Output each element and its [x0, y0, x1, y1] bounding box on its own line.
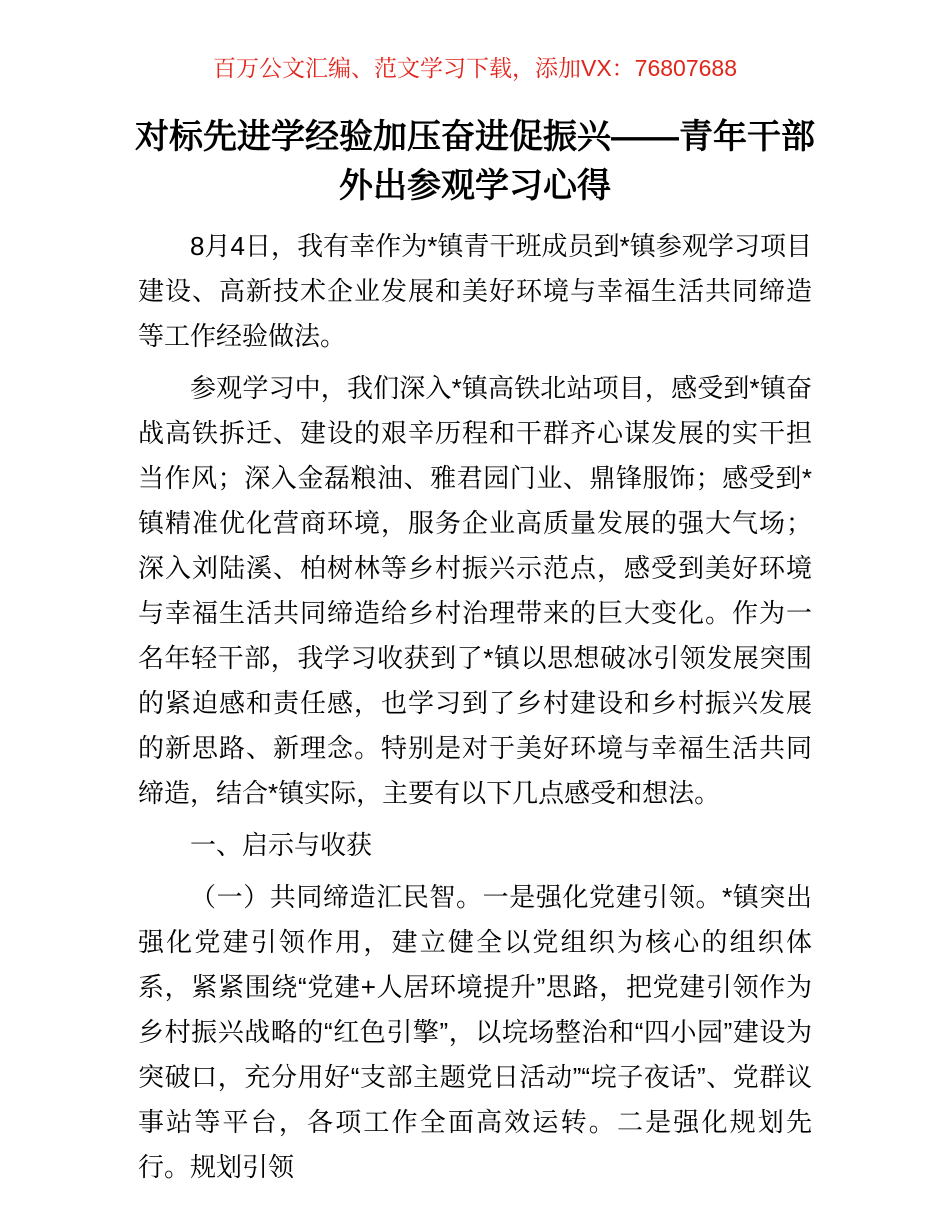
watermark-notice: 百万公文汇编、范文学习下载，添加VX：76807688: [212, 55, 737, 81]
paragraph-visit-summary: 参观学习中，我们深入*镇高铁北站项目，感受到*镇奋战高铁拆迁、建设的艰辛历程和干群齐心谋发展的实干担当作风；深入金磊粮油、雅君园门业、鼎锋服饰；感受到*镇精准优化营商环境，服务企业高质量发展的强大气场；深入刘陆溪、柏树林等乡村振兴示范点，感受到美好环境与幸福生活共同缔造给乡村治理带来的巨大变化。作为一名年轻干部，我学习收获到了*镇以思想破冰引领发展突围的紧迫感和责任感，也学习到了乡村建设和乡村振兴发展的新思路、新理念。特别是对于美好环境与幸福生活共同缔造，结合*镇实际，主要有以下几点感受和想法。: [138, 373, 812, 808]
document-title-line-2: 外出参观学习心得: [339, 167, 611, 205]
paragraph-section-1-item-1: （一）共同缔造汇民智。一是强化党建引领。*镇突出强化党建引领作用，建立健全以党组织为核心的组织体系，紧紧围绕“党建+人居环境提升”思路，把党建引领作为乡村振兴战略的“红色引擎”，以垸场整治和“四小园”建设为突破口，充分用好“支部主题党日活动”“垸子夜话”、党群议事站等平台，各项工作全面高效运转。二是强化规划先行。规划引领: [138, 882, 812, 1182]
section-heading-1: 一、启示与收获: [190, 830, 373, 860]
document-title: [128, 113, 822, 211]
paragraph-intro: 8月4日，我有幸作为*镇青干班成员到*镇参观学习项目建设、高新技术企业发展和美好环境与幸福生活共同缔造等工作经验做法。: [138, 231, 812, 351]
document-title-line-1: 对标先进学经验加压奋进促振兴——青年干部: [135, 118, 815, 156]
document-body: [138, 224, 812, 1190]
